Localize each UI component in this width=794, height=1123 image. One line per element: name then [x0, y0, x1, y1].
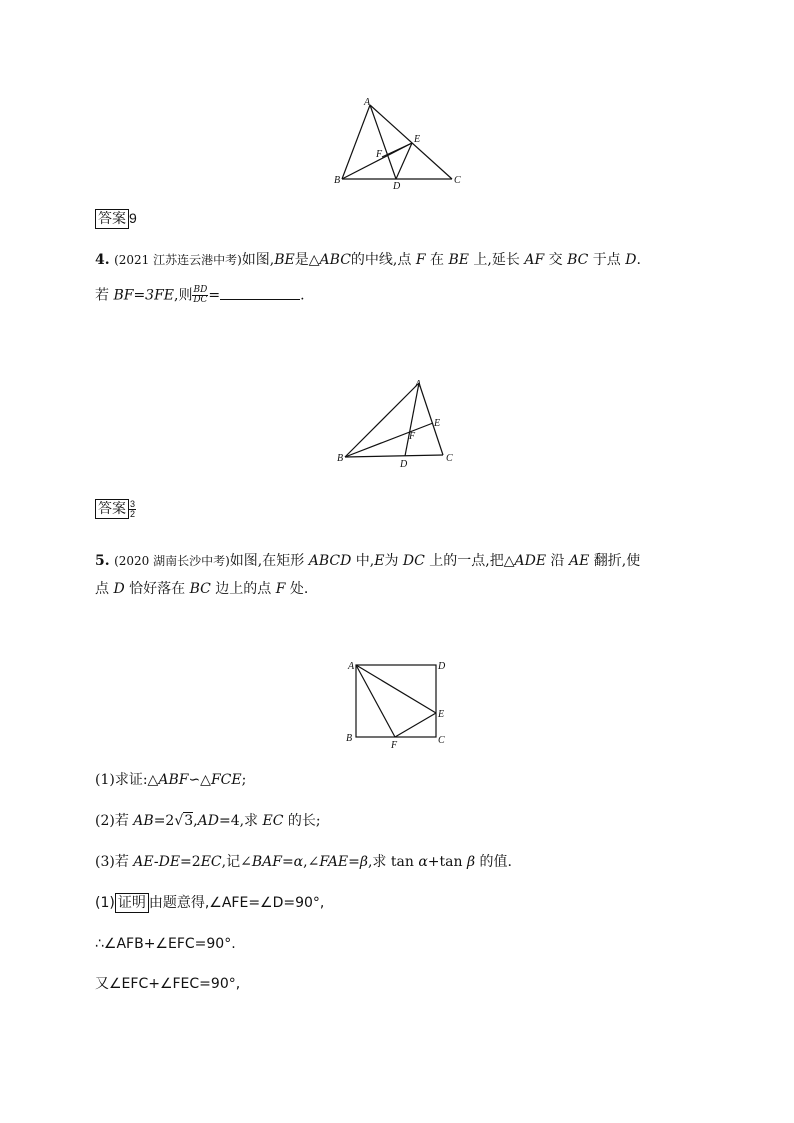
q5-e: E [374, 553, 385, 569]
label-f: F [391, 740, 398, 751]
answer-tag: 答案 [95, 499, 129, 519]
segment-ab [342, 105, 370, 179]
q4-source: (2021 江苏连云港中考) [114, 253, 242, 267]
q5-f: F [275, 581, 286, 597]
part2-text: , [193, 813, 198, 829]
part3-fae: FAE [319, 854, 349, 870]
label-d: D [438, 661, 446, 672]
label-a: A [364, 97, 371, 108]
q4-text: = [208, 287, 221, 304]
label-b: B [346, 733, 353, 744]
part3-beta: β [466, 854, 476, 870]
proof-line-2 [95, 935, 236, 953]
part1-text: (1)求证:△ [95, 772, 159, 788]
q5-line-2 [95, 580, 308, 598]
q4-number: 4. [95, 252, 110, 268]
q5-source: (2020 湖南长沙中考) [114, 554, 230, 568]
fraction-denominator: DC [193, 295, 208, 305]
part2-text: =2 [153, 813, 175, 829]
q5-text: 恰好落在 [124, 581, 190, 597]
q4-af: AF [524, 252, 545, 268]
segment-ac [370, 105, 452, 179]
q4-text: 于点 [588, 252, 626, 268]
q5-line-1 [95, 552, 640, 570]
figure-triangle-2 [335, 375, 465, 470]
q4-be: BE [274, 252, 295, 268]
proof-text: (1) [95, 895, 115, 911]
answer-4 [95, 499, 136, 519]
q4-text: 上,延长 [468, 252, 525, 268]
label-f: F [376, 149, 383, 160]
part1-abf: ABF [158, 772, 189, 788]
sqrt-radicand: 3 [184, 813, 194, 829]
q4-text: 在 [425, 252, 449, 268]
label-d: D [400, 459, 408, 470]
q4-be: BE [448, 252, 469, 268]
part1-fce: FCE [210, 772, 242, 788]
segment-ae [356, 665, 436, 713]
q5-bc: BC [189, 581, 211, 597]
segment-af [356, 665, 395, 737]
answer-blank [220, 287, 300, 300]
fraction-bd-dc [192, 286, 208, 305]
q5-text: 翻折,使 [589, 553, 641, 569]
q5-text: 沿 [546, 553, 569, 569]
part3-text: =2 [180, 854, 201, 870]
part3-ec: EC [200, 854, 222, 870]
q5-text: 中, [351, 553, 375, 569]
rectangle-abcd [356, 665, 436, 737]
part3-text: ,∠ [303, 854, 320, 870]
proof-tag: 证明 [115, 893, 149, 913]
part3-beta: β [359, 854, 368, 870]
part3-text: ,求 tan [367, 854, 419, 870]
part2-ec: EC [262, 813, 284, 829]
q5-number: 5. [95, 553, 110, 569]
part3-text: 的值. [475, 854, 512, 870]
label-d: D [393, 181, 401, 192]
label-c: C [446, 453, 453, 464]
q5-d: D [113, 581, 125, 597]
label-e: E [434, 418, 441, 429]
label-b: B [334, 175, 341, 186]
part3-text: ,记∠ [221, 854, 252, 870]
label-e: E [414, 134, 421, 145]
q4-text: 的中线,点 [350, 252, 416, 268]
part1-text: ∽△ [188, 772, 211, 788]
part2-ad: AD [197, 813, 219, 829]
q4-d: D [625, 252, 637, 268]
q5-text: 边上的点 [210, 581, 276, 597]
q4-text: 是△ [294, 252, 320, 268]
label-a: A [348, 661, 355, 672]
label-c: C [454, 175, 461, 186]
q4-bc: BC [567, 252, 589, 268]
segment-bc [345, 455, 443, 457]
q5-text: 如图,在矩形 [229, 553, 309, 569]
part3-text: (3)若 [95, 854, 134, 870]
q5-text: 上的一点,把△ [424, 553, 515, 569]
part3-text: +tan [427, 854, 467, 870]
part1-text: ; [241, 772, 247, 788]
q4-line-2 [95, 286, 305, 305]
part2-ab: AB [133, 813, 154, 829]
label-c: C [438, 735, 445, 746]
q4-line-1 [95, 251, 641, 269]
figure-rectangle [340, 655, 460, 750]
q5-text: 为 [384, 553, 403, 569]
fraction-denominator: 2 [130, 508, 136, 519]
segment-ad [405, 383, 419, 456]
part-3 [95, 853, 512, 871]
sqrt-sign: √ [174, 813, 184, 829]
q5-abcd: ABCD [308, 553, 352, 569]
proof-text: 由题意得,∠AFE=∠D=90°, [148, 895, 325, 911]
q5-dc: DC [402, 553, 425, 569]
label-e: E [438, 709, 445, 720]
part3-ae-de: AE-DE [133, 854, 181, 870]
label-a: A [415, 379, 422, 390]
segment-de [396, 143, 412, 179]
q5-ae: AE [568, 553, 590, 569]
part3-text: = [281, 854, 294, 870]
segment-fe [382, 143, 412, 157]
proof-text: ∴∠AFB+∠EFC=90°. [95, 936, 236, 952]
part2-text: (2)若 [95, 813, 134, 829]
q4-text: . [300, 287, 305, 304]
q4-text: 交 [544, 252, 568, 268]
answer-value: 9 [129, 210, 137, 226]
segment-fe [395, 713, 436, 737]
figure-triangle-1 [330, 95, 470, 195]
answer-fraction [129, 500, 136, 519]
q4-condition: BF=3FE [113, 287, 175, 304]
answer-tag: 答案 [95, 209, 129, 229]
proof-line-1 [95, 893, 324, 913]
part3-alpha: α [418, 854, 428, 870]
part2-text: =4,求 [218, 813, 263, 829]
part-1 [95, 771, 246, 789]
segment-ab [345, 383, 419, 457]
proof-text: 又∠EFC+∠FEC=90°, [95, 976, 241, 992]
label-f: F [409, 431, 416, 442]
part3-alpha: α [293, 854, 304, 870]
q4-text: . [636, 252, 641, 268]
q5-ade: ADE [514, 553, 547, 569]
segment-be [345, 423, 433, 457]
q4-f: F [415, 252, 426, 268]
part3-baf: BAF [251, 854, 282, 870]
q4-abc: ABC [319, 252, 351, 268]
part-2 [95, 812, 321, 830]
q4-text: 若 [95, 287, 114, 304]
q4-text: ,则 [174, 287, 193, 304]
q5-text: 点 [95, 581, 114, 597]
q4-text: 如图, [241, 252, 275, 268]
part3-text: = [348, 854, 360, 870]
q5-text: 处. [285, 581, 309, 597]
part2-text: 的长; [283, 813, 321, 829]
proof-line-3 [95, 975, 240, 993]
answer-3 [95, 209, 137, 229]
fraction-numerator: BD [193, 285, 208, 295]
fraction-numerator: 3 [130, 498, 136, 509]
label-b: B [337, 453, 344, 464]
